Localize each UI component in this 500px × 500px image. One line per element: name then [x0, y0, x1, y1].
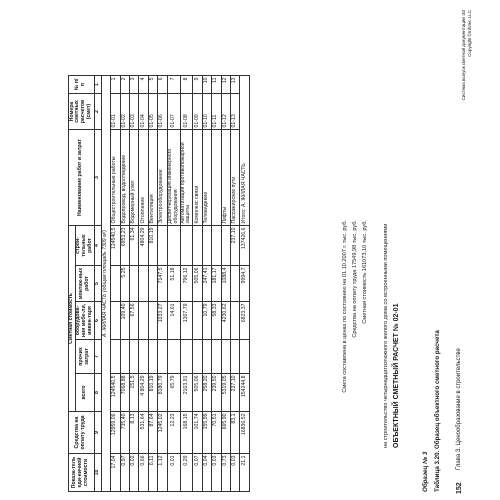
row-other: [167, 340, 180, 374]
row-code: 01-02: [120, 94, 129, 130]
row-equipment: 1033,27: [158, 302, 167, 340]
row-code: 01-05: [148, 94, 157, 130]
row-equipment: 58,33: [212, 302, 221, 340]
row-code: 01-13: [231, 94, 240, 130]
row-construction: 6953,23: [120, 226, 129, 266]
row-wages: 735,40: [120, 412, 129, 454]
row-name: Диспетчеризация инженерного оборудования: [167, 130, 180, 226]
row-wages: 665,90: [221, 412, 230, 454]
row-wages: 83,1: [231, 412, 240, 454]
row-other: [180, 340, 193, 374]
total-total: 154244,8: [240, 374, 249, 412]
row-no: 8: [180, 76, 193, 94]
row-installation: 51,18: [167, 266, 180, 302]
row-other: [111, 340, 120, 374]
row-code: 01-11: [212, 94, 221, 130]
row-construction: [167, 226, 180, 266]
header-total: всего: [75, 374, 94, 412]
row-construction: [202, 226, 211, 266]
section-title: А. ЖИЛАЯ ЧАСТЬ (общая площадь 7309 м²): [101, 76, 110, 492]
row-equipment: [139, 302, 148, 340]
row-other: [120, 340, 129, 374]
header-installation: монтаж-ных работ: [75, 266, 94, 302]
row-wages: 8,13: [130, 412, 139, 454]
row-name: Автоматизация противопожарной защиты: [180, 130, 193, 226]
row-name: Электрооборудование: [158, 130, 167, 226]
row-equipment: [148, 302, 157, 340]
row-code: 01-03: [130, 94, 139, 130]
row-total: 65,79: [167, 374, 180, 412]
row-equipment: 109,40: [120, 302, 129, 340]
sample-number: Образец № 3: [422, 451, 429, 492]
row-installation: 7147,5: [158, 266, 167, 302]
row-installation: 1088,4: [221, 266, 230, 302]
row-no: 9: [193, 76, 202, 94]
copyright-line: Copyright ©Infotec LLC: [467, 10, 472, 57]
row-code: 01-06: [158, 94, 167, 130]
total-unit-cost: 21,1: [240, 454, 249, 492]
row-code: 01-12: [221, 94, 230, 130]
row-other: [193, 340, 202, 374]
row-equipment: 10,79: [202, 302, 211, 340]
total-installation: 9994,7: [240, 266, 249, 302]
column-index: 6: [94, 302, 101, 340]
column-index: 4: [94, 226, 101, 266]
row-no: 4: [139, 76, 148, 94]
row-installation: 5,25: [120, 266, 129, 302]
row-total: 4 804,29: [139, 374, 148, 412]
row-name: Водопровод, водоотведение: [120, 130, 129, 226]
row-code: 01-09: [193, 94, 202, 130]
price-basis: Смета составлена в ценах по состоянию на 01.10.2007 г. тыс. руб.: [342, 220, 348, 393]
row-code: 01-08: [180, 94, 193, 130]
row-total: 810,19: [148, 374, 157, 412]
row-other: [212, 340, 221, 374]
header-wages: Средства на оплату труда: [69, 412, 95, 454]
row-installation: [139, 266, 148, 302]
row-name: Пассажирские пути: [231, 130, 240, 226]
row-code: 01-07: [167, 94, 180, 130]
row-code: 01-01: [111, 94, 120, 130]
row-equipment: 1307,79: [180, 302, 193, 340]
row-other: [139, 340, 148, 374]
table-row: [180, 76, 193, 492]
row-unit-cost: 0,73: [221, 454, 230, 492]
row-equipment: 4230,62: [221, 302, 230, 340]
row-wages: 87,64: [148, 412, 157, 454]
row-total: 8180,79: [158, 374, 167, 412]
row-equipment: 14,61: [167, 302, 180, 340]
column-index: 9: [94, 412, 101, 454]
row-construction: [158, 226, 167, 266]
row-other: [231, 340, 240, 374]
row-construction: 61,34: [130, 226, 139, 266]
row-other: [158, 340, 167, 374]
page-number: 152: [456, 482, 463, 494]
row-total: 7068,88: [120, 374, 129, 412]
row-installation: 247,41: [202, 266, 211, 302]
row-unit-cost: 17,04: [111, 454, 120, 492]
row-no: 6: [158, 76, 167, 94]
row-installation: 181,17: [212, 266, 221, 302]
header-equipment: оборудова-ния мебе-ли, инвен-таря: [75, 302, 94, 340]
table-row: [221, 76, 230, 492]
header-unit-cost: Показа-тель еди-ничной стоимости: [69, 454, 95, 492]
row-no: 10: [202, 76, 211, 94]
row-construction: 237,10: [231, 226, 240, 266]
table-row: [139, 76, 148, 492]
row-no: 2: [120, 76, 129, 94]
row-total: 258,20: [202, 374, 211, 412]
row-equipment: [111, 302, 120, 340]
row-construction: [221, 226, 230, 266]
total-other: [240, 340, 249, 374]
column-index: 3: [94, 130, 101, 226]
row-equipment: 67,56: [130, 302, 139, 340]
column-index: 7: [94, 340, 101, 374]
table-row: [158, 76, 167, 492]
row-other: [202, 340, 211, 374]
row-no: 13: [231, 76, 240, 94]
header-construction: строи-тельных работ: [75, 226, 94, 266]
row-unit-cost: 0,97: [120, 454, 129, 492]
column-index: 1: [94, 76, 101, 94]
estimate-table: [68, 75, 250, 492]
row-wages: 1245,02: [158, 412, 167, 454]
row-wages: 12959,06: [111, 412, 120, 454]
row-equipment: [231, 302, 240, 340]
row-wages: 12,23: [167, 412, 180, 454]
row-installation: [111, 266, 120, 302]
row-other: [221, 340, 230, 374]
header-name: Наименование работ и затрат: [69, 130, 95, 226]
total-construction: 137426,6: [240, 226, 249, 266]
row-unit-cost: 1,12: [158, 454, 167, 492]
row-code: 01-04: [139, 94, 148, 130]
row-name: Отопление: [139, 130, 148, 226]
chapter-title: Глава 3. Ценообразование в строительстве: [456, 348, 462, 470]
row-wages: 531,64: [139, 412, 148, 454]
row-code: 01-10: [202, 94, 211, 130]
row-no: 11: [212, 76, 221, 94]
row-unit-cost: 0,03: [231, 454, 240, 492]
row-installation: 796,12: [180, 266, 193, 302]
row-total: 2103,91: [180, 374, 193, 412]
table-row: [167, 76, 180, 492]
row-name: Общестроительные работы: [111, 130, 120, 226]
column-index: 5: [94, 266, 101, 302]
table-row: [148, 76, 157, 492]
column-index: 2: [94, 94, 101, 130]
row-wages: 101,74: [193, 412, 202, 454]
row-name: Комплекс связи: [193, 130, 202, 226]
table-row: [231, 76, 240, 492]
row-unit-cost: 0,04: [202, 454, 211, 492]
row-unit-cost: 0,02: [130, 454, 139, 492]
table-row: [202, 76, 211, 492]
row-construction: [180, 226, 193, 266]
table-row: [212, 76, 221, 492]
row-construction: 810,19: [148, 226, 157, 266]
row-total: 237,10: [231, 374, 240, 412]
row-unit-cost: 0,66: [139, 454, 148, 492]
row-unit-cost: 0,03: [212, 454, 221, 492]
row-construction: [212, 226, 221, 266]
row-construction: 124540,5: [111, 226, 120, 266]
wage-funds: Средства на оплату труда 17549,98 тыс. руб.: [352, 220, 358, 338]
column-index: 10: [94, 454, 101, 492]
estimated-cost: Сметная стоимость 161073,10 тыс. руб.: [362, 220, 368, 324]
row-unit-cost: 0,07: [193, 454, 202, 492]
row-no: 5: [148, 76, 157, 94]
row-total: 151,5: [130, 374, 139, 412]
table-caption: Таблица 3.20. Образец объектного сметного расчета: [434, 330, 441, 492]
table-row: [193, 76, 202, 492]
document-subtitle: на строительство четырнадцатиэтажного жилого дома со встроенными помещениями: [383, 223, 389, 448]
row-installation: [148, 266, 157, 302]
row-construction: [193, 226, 202, 266]
column-index: 8: [94, 374, 101, 412]
header-estimate-no: Номера сметных расчетов (смет): [69, 94, 95, 130]
table-row: [111, 76, 120, 492]
row-total: 505,06: [193, 374, 202, 412]
row-installation: 505,06: [193, 266, 202, 302]
total-equipment: 6823,37: [240, 302, 249, 340]
row-name: [212, 130, 221, 226]
document-title: ОБЪЕКТНЫЙ СМЕТНЫЙ РАСЧЕТ № 02-01: [393, 303, 400, 448]
row-no: 3: [130, 76, 139, 94]
row-other: [148, 340, 157, 374]
header-no: № п/п: [69, 76, 95, 94]
row-wages: 168,15: [180, 412, 193, 454]
total-wages: 16836,52: [240, 412, 249, 454]
row-no: 7: [167, 76, 180, 94]
row-unit-cost: 0,01: [167, 454, 180, 492]
row-no: 12: [221, 76, 230, 94]
row-name: Водомерный узел: [130, 130, 139, 226]
row-name: Лифты: [221, 130, 230, 226]
row-wages: 70,51: [212, 412, 221, 454]
total-label: Итого: А. ЖИЛАЯ ЧАСТЬ: [240, 76, 249, 226]
header-cost-group: Сметная стоимость: [69, 226, 76, 412]
row-name: Телевидение: [202, 130, 211, 226]
row-other: [130, 340, 139, 374]
row-construction: 4804,29: [139, 226, 148, 266]
row-wages: 155,99: [202, 412, 211, 454]
row-installation: [231, 266, 240, 302]
total-row: [240, 76, 249, 492]
row-unit-cost: 0,29: [180, 454, 193, 492]
copyright-note: [461, 10, 473, 100]
row-total: 124540,5: [111, 374, 120, 412]
row-unit-cost: 0,11: [148, 454, 157, 492]
row-installation: [130, 266, 139, 302]
row-total: 5319,05: [221, 374, 230, 412]
copyright-line: Система выпуск сметной документации ЭЗ: [461, 10, 466, 101]
row-no: 1: [111, 76, 120, 94]
table-row: [120, 76, 129, 492]
row-total: 239,50: [212, 374, 221, 412]
table-row: [130, 76, 139, 492]
header-other: прочих затрат: [75, 340, 94, 374]
row-equipment: [193, 302, 202, 340]
row-name: Вентиляция: [148, 130, 157, 226]
